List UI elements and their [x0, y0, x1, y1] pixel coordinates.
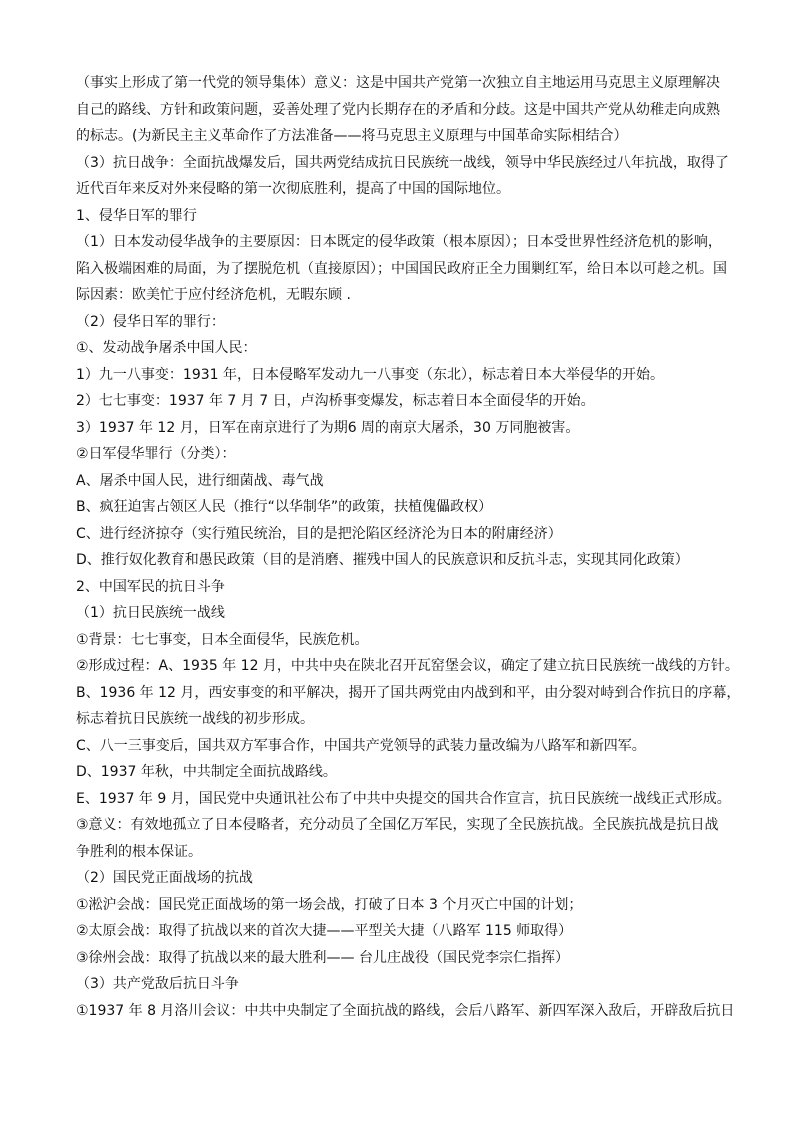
- text-line: ②日军侵华罪行（分类）：: [76, 446, 236, 462]
- text-line: ①淞沪会战：国民党正面战场的第一场会战，打破了日本 3 个月灭亡中国的计划；: [76, 896, 583, 913]
- text-line: 1）九一八事变：1931 年，日本侵略军发动九一八事变（东北），标志着日本大举侵华的开始。: [76, 366, 664, 383]
- text-line: B、疯狂迫害占领区人民（推行“以华制华”的政策，扶植傀儡政权）: [76, 499, 493, 515]
- text-line: ③意义：有效地孤立了日本侵略者，充分动员了全国亿万军民，实现了全民族抗战。全民族抗战是抗日战: [76, 817, 719, 833]
- text-line: （2）侵华日军的罪行：: [76, 313, 225, 330]
- text-line: 标志着抗日民族统一战线的初步形成。: [76, 711, 314, 727]
- text-line: ③徐州会战：取得了抗战以来的最大胜利—— 台儿庄战役（国民党李宗仁指挥）: [76, 949, 569, 966]
- text-line: 3）1937 年 12 月，日军在南京进行了为期6 周的南京大屠杀，30 万同胞被害。: [76, 419, 580, 436]
- text-line: （1）日本发动侵华战争的主要原因：日本既定的侵华政策（根本原因）；日本受世界性经济危机的影响，: [76, 234, 722, 250]
- text-line: E、1937 年 9 月，国民党中央通讯社公布了中共中央提交的国共合作宣言，抗日民族统一战线正式形成。: [76, 790, 731, 807]
- text-line: 近代百年来反对外来侵略的第一次彻底胜利，提高了中国的国际地位。: [76, 181, 510, 197]
- text-line: ①1937 年 8 月洛川会议：中共中央制定了全面抗战的路线，会后八路军、新四军深入敌后，开辟敌后抗日: [76, 1002, 735, 1019]
- document-page: [76, 70, 742, 1024]
- text-line: ②形成过程：A、1935 年 12 月，中共中央在陕北召开瓦窑堡会议，确定了建立抗日民族统一战线的方针。: [76, 658, 739, 674]
- text-line: C、八一三事变后，国共双方军事合作，中国共产党领导的武装力量改编为八路军和新四军。: [76, 737, 646, 754]
- text-line: 的标志。(为新民主主义革命作了方法准备——将马克思主义原理与中国革命实际相结合）: [76, 128, 628, 144]
- text-line: ②太原会战：取得了抗战以来的首次大捷——平型关大捷（八路军 115 师取得）: [76, 923, 573, 939]
- text-line: （3）抗日战争：全面抗战爆发后，国共两党结成抗日民族统一战线，领导中华民族经过八年抗战，取得了: [76, 154, 729, 171]
- text-line: 1、侵华日军的罪行: [76, 207, 197, 224]
- text-line: （1）抗日民族统一战线: [76, 605, 225, 621]
- text-line: D、1937 年秋，中共制定全面抗战路线。: [76, 764, 337, 780]
- text-line: 陷入极端困难的局面，为了摆脱危机（直接原因）；中国国民政府正全力围剿红军，给日本以可趁之机。国: [76, 260, 727, 277]
- text-line: 争胜利的根本保证。: [76, 843, 202, 860]
- text-line: 自己的路线、方针和政策问题，妥善处理了党内长期存在的矛盾和分歧。这是中国共产党从幼稚走向成熟: [76, 101, 720, 118]
- text-line: ①、发动战争屠杀中国人民：: [76, 340, 257, 356]
- text-line: C、进行经济掠夺（实行殖民统治，目的是把沦陷区经济沦为日本的附庸经济）: [76, 525, 562, 542]
- text-line: A、屠杀中国人民，进行细菌战、毒气战: [76, 472, 324, 489]
- text-line: 际因素：欧美忙于应付经济危机，无暇东顾 .: [76, 287, 351, 303]
- text-line: 2、中国军民的抗日斗争: [76, 578, 225, 595]
- text-line: （事实上形成了第一代党的领导集体）意义：这是中国共产党第一次独立自主地运用马克思主义原理解决: [76, 75, 720, 91]
- text-line: （2）国民党正面战场的抗战: [76, 870, 253, 886]
- text-line: B、1936 年 12 月，西安事变的和平解决，揭开了国共两党由内战到和平，由分裂对峙到合作抗日的序幕，: [76, 684, 741, 701]
- text-line: 2）七七事变：1937 年 7 月 7 日，卢沟桥事变爆发，标志着日本全面侵华的开始。: [76, 393, 595, 409]
- text-line: ①背景：七七事变，日本全面侵华，民族危机。: [76, 631, 369, 648]
- text-line: （3）共产党敌后抗日斗争: [76, 976, 239, 992]
- text-line: D、推行奴化教育和愚民政策（目的是消磨、摧残中国人的民族意识和反抗斗志，实现其同化政策）: [76, 552, 689, 568]
